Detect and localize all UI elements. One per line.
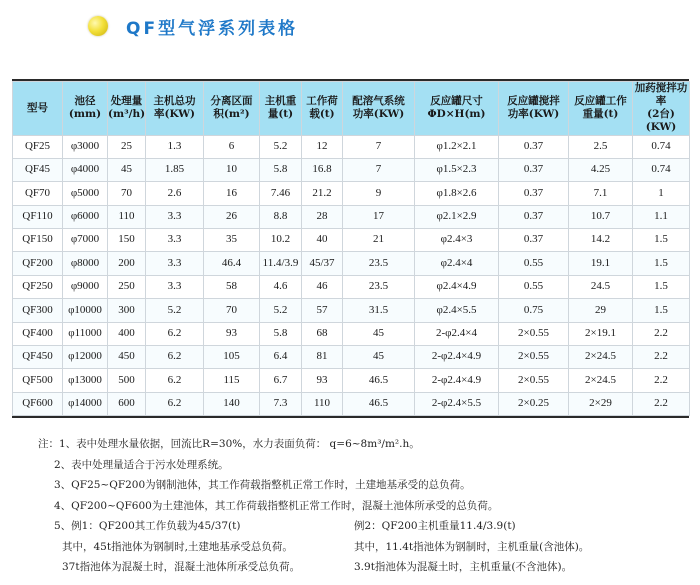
table-cell: φ4000 bbox=[63, 158, 108, 181]
table-row bbox=[13, 299, 690, 322]
table-cell: 3.3 bbox=[146, 205, 204, 228]
table-cell: φ13000 bbox=[63, 369, 108, 392]
table-cell: 45 bbox=[343, 346, 415, 369]
note-line-1: 注：1、表中处理水量依据，回流比R=30%，水力表面负荷： q=6~8m³/m².h。 bbox=[38, 438, 420, 450]
table-cell: 0.37 bbox=[499, 135, 569, 158]
note-example-2-detail-1: 其中，11.4t指池体为钢制时，主机重量(含池体)。 bbox=[354, 540, 590, 553]
model-cell: QF25 bbox=[13, 135, 63, 158]
column-header: 型号 bbox=[13, 82, 63, 136]
table-row bbox=[13, 205, 690, 228]
table-cell: 1 bbox=[633, 182, 690, 205]
table-cell: φ14000 bbox=[63, 392, 108, 415]
table-cell: φ2.1×2.9 bbox=[415, 205, 499, 228]
table-cell: 70 bbox=[204, 299, 260, 322]
table-cell: 2×24.5 bbox=[569, 369, 633, 392]
note-example-2: 例2：QF200主机重量11.4/3.9(t) bbox=[354, 520, 516, 532]
spec-table bbox=[12, 81, 690, 416]
table-cell: 2×0.55 bbox=[499, 369, 569, 392]
table-cell: φ9000 bbox=[63, 275, 108, 298]
table-cell: 5.8 bbox=[260, 158, 302, 181]
table-header-row bbox=[13, 82, 690, 136]
table-cell: 46.5 bbox=[343, 392, 415, 415]
note-example-1: 5、例1：QF200其工作负载为45/37(t) bbox=[54, 520, 241, 532]
table-cell: 19.1 bbox=[569, 252, 633, 275]
table-cell: 10 bbox=[204, 158, 260, 181]
table-cell: 1.5 bbox=[633, 229, 690, 252]
table-cell: 2.2 bbox=[633, 322, 690, 345]
table-cell: 3.3 bbox=[146, 252, 204, 275]
table-cell: φ7000 bbox=[63, 229, 108, 252]
table-cell: 25 bbox=[108, 135, 146, 158]
table-cell: 2.2 bbox=[633, 392, 690, 415]
table-row bbox=[13, 182, 690, 205]
table-cell: 58 bbox=[204, 275, 260, 298]
column-header: 反应罐尺寸 ΦD×H(m) bbox=[415, 82, 499, 136]
table-cell: 46.4 bbox=[204, 252, 260, 275]
note-line-4: 4、QF200~QF600为土建池体，其工作荷载指整机正常工作时，混凝土池体所承受的总负荷。 bbox=[54, 499, 499, 512]
table-cell: 14.2 bbox=[569, 229, 633, 252]
table-cell: 31.5 bbox=[343, 299, 415, 322]
table-row bbox=[13, 158, 690, 181]
table-cell: 1.5 bbox=[633, 252, 690, 275]
note-example-1-detail-2: 37t指池体为混凝土时，混凝土池体所承受总负荷。 bbox=[62, 561, 301, 573]
table-cell: 4.6 bbox=[260, 275, 302, 298]
table-cell: 200 bbox=[108, 252, 146, 275]
table-cell: 300 bbox=[108, 299, 146, 322]
table-cell: 93 bbox=[204, 322, 260, 345]
table-cell: φ1.8×2.6 bbox=[415, 182, 499, 205]
table-cell: 46 bbox=[302, 275, 343, 298]
model-cell: QF200 bbox=[13, 252, 63, 275]
table-cell: 2×24.5 bbox=[569, 346, 633, 369]
table-row bbox=[13, 275, 690, 298]
table-cell: 35 bbox=[204, 229, 260, 252]
table-cell: 500 bbox=[108, 369, 146, 392]
table-cell: 1.5 bbox=[633, 275, 690, 298]
table-cell: 140 bbox=[204, 392, 260, 415]
table-cell: 7 bbox=[343, 135, 415, 158]
column-header: 反应罐工作 重量(t) bbox=[569, 82, 633, 136]
table-cell: 2.2 bbox=[633, 346, 690, 369]
note-line-5 bbox=[38, 516, 678, 537]
column-header: 主机总功 率(KW) bbox=[146, 82, 204, 136]
table-cell: 0.74 bbox=[633, 158, 690, 181]
table-cell: 0.37 bbox=[499, 229, 569, 252]
table-cell: 3.3 bbox=[146, 229, 204, 252]
table-cell: 150 bbox=[108, 229, 146, 252]
table-row bbox=[13, 346, 690, 369]
table-cell: φ2.4×3 bbox=[415, 229, 499, 252]
table-cell: 10.7 bbox=[569, 205, 633, 228]
table-cell: φ11000 bbox=[63, 322, 108, 345]
table-cell: φ12000 bbox=[63, 346, 108, 369]
table-cell: 250 bbox=[108, 275, 146, 298]
table-row bbox=[13, 322, 690, 345]
table-cell: 7.46 bbox=[260, 182, 302, 205]
table-cell: 5.8 bbox=[260, 322, 302, 345]
column-header: 反应罐搅拌 功率(KW) bbox=[499, 82, 569, 136]
page-title: QF型气浮系列表格 bbox=[126, 18, 299, 39]
table-cell: 110 bbox=[108, 205, 146, 228]
note-line-3: 3、QF25~QF200为钢制池体，其工作荷载指整机正常工作时，土建地基承受的总负荷。 bbox=[54, 479, 471, 491]
table-cell: 0.55 bbox=[499, 275, 569, 298]
table-cell: 105 bbox=[204, 346, 260, 369]
table-cell: 400 bbox=[108, 322, 146, 345]
table-cell: 3.3 bbox=[146, 275, 204, 298]
table-cell: φ2.4×5.5 bbox=[415, 299, 499, 322]
table-cell: 6.2 bbox=[146, 322, 204, 345]
table-cell: 2.6 bbox=[146, 182, 204, 205]
table-cell: 7.3 bbox=[260, 392, 302, 415]
table-cell: 0.37 bbox=[499, 182, 569, 205]
table-cell: 1.85 bbox=[146, 158, 204, 181]
table-cell: 28 bbox=[302, 205, 343, 228]
table-cell: φ2.4×4 bbox=[415, 252, 499, 275]
column-header: 配溶气系统 功率(KW) bbox=[343, 82, 415, 136]
table-cell: 1.5 bbox=[633, 299, 690, 322]
table-cell: 24.5 bbox=[569, 275, 633, 298]
table-cell: 5.2 bbox=[260, 299, 302, 322]
table-cell: 115 bbox=[204, 369, 260, 392]
table-cell: φ5000 bbox=[63, 182, 108, 205]
table-cell: φ1.5×2.3 bbox=[415, 158, 499, 181]
table-cell: 2-φ2.4×4.9 bbox=[415, 346, 499, 369]
table-cell: 23.5 bbox=[343, 275, 415, 298]
table-cell: 68 bbox=[302, 322, 343, 345]
table-cell: 1.3 bbox=[146, 135, 204, 158]
model-cell: QF450 bbox=[13, 346, 63, 369]
table-cell: 16 bbox=[204, 182, 260, 205]
model-cell: QF45 bbox=[13, 158, 63, 181]
yellow-sphere-logo-icon bbox=[88, 16, 108, 36]
model-cell: QF110 bbox=[13, 205, 63, 228]
table-cell: 81 bbox=[302, 346, 343, 369]
table-cell: 45 bbox=[343, 322, 415, 345]
table-cell: 2×19.1 bbox=[569, 322, 633, 345]
table-cell: 0.74 bbox=[633, 135, 690, 158]
table-cell: 5.2 bbox=[146, 299, 204, 322]
note-example-2-detail-2: 3.9t指池体为混凝土时，主机重量(不含池体)。 bbox=[354, 561, 573, 573]
table-cell: 2.2 bbox=[633, 369, 690, 392]
table-cell: 21.2 bbox=[302, 182, 343, 205]
table-cell: 6.2 bbox=[146, 369, 204, 392]
table-cell: 29 bbox=[569, 299, 633, 322]
note-line-2: 2、表中处理量适合于污水处理系统。 bbox=[54, 458, 229, 471]
model-cell: QF250 bbox=[13, 275, 63, 298]
table-cell: 2×0.55 bbox=[499, 346, 569, 369]
table-cell: 57 bbox=[302, 299, 343, 322]
table-row bbox=[13, 369, 690, 392]
table-cell: 9 bbox=[343, 182, 415, 205]
table-cell: φ10000 bbox=[63, 299, 108, 322]
table-cell: 450 bbox=[108, 346, 146, 369]
table-row bbox=[13, 392, 690, 415]
column-header: 池径 (mm) bbox=[63, 82, 108, 136]
column-header: 分离区面 积(m²) bbox=[204, 82, 260, 136]
table-cell: 23.5 bbox=[343, 252, 415, 275]
table-cell: 0.37 bbox=[499, 158, 569, 181]
spec-table-container bbox=[12, 79, 689, 418]
model-cell: QF150 bbox=[13, 229, 63, 252]
note-line-7 bbox=[38, 557, 678, 578]
table-cell: 0.55 bbox=[499, 252, 569, 275]
column-header: 加药搅拌功率 (2台)(KW) bbox=[633, 82, 690, 136]
table-cell: 12 bbox=[302, 135, 343, 158]
table-cell: 46.5 bbox=[343, 369, 415, 392]
note-example-1-detail-1: 其中，45t指池体为钢制时,土建地基承受总负荷。 bbox=[62, 540, 293, 553]
table-cell: φ8000 bbox=[63, 252, 108, 275]
table-cell: 10.2 bbox=[260, 229, 302, 252]
table-cell: 2-φ2.4×4.9 bbox=[415, 369, 499, 392]
model-cell: QF70 bbox=[13, 182, 63, 205]
title-row bbox=[88, 8, 298, 44]
table-cell: 40 bbox=[302, 229, 343, 252]
table-cell: 17 bbox=[343, 205, 415, 228]
model-cell: QF600 bbox=[13, 392, 63, 415]
table-cell: 93 bbox=[302, 369, 343, 392]
table-cell: 2×0.25 bbox=[499, 392, 569, 415]
table-cell: 21 bbox=[343, 229, 415, 252]
table-cell: 5.2 bbox=[260, 135, 302, 158]
model-cell: QF500 bbox=[13, 369, 63, 392]
table-cell: 16.8 bbox=[302, 158, 343, 181]
table-cell: 6 bbox=[204, 135, 260, 158]
table-cell: 26 bbox=[204, 205, 260, 228]
table-row bbox=[13, 252, 690, 275]
table-cell: 1.1 bbox=[633, 205, 690, 228]
table-cell: 110 bbox=[302, 392, 343, 415]
table-cell: φ2.4×4.9 bbox=[415, 275, 499, 298]
column-header: 主机重 量(t) bbox=[260, 82, 302, 136]
table-cell: 6.4 bbox=[260, 346, 302, 369]
table-cell: 7 bbox=[343, 158, 415, 181]
table-cell: φ3000 bbox=[63, 135, 108, 158]
table-cell: 0.37 bbox=[499, 205, 569, 228]
table-cell: φ6000 bbox=[63, 205, 108, 228]
table-cell: 2×0.55 bbox=[499, 322, 569, 345]
column-header: 工作荷 载(t) bbox=[302, 82, 343, 136]
table-cell: 6.2 bbox=[146, 346, 204, 369]
table-body bbox=[13, 135, 690, 416]
table-cell: 6.2 bbox=[146, 392, 204, 415]
table-cell: 7.1 bbox=[569, 182, 633, 205]
table-cell: 2.5 bbox=[569, 135, 633, 158]
column-header: 处理量 (m³/h) bbox=[108, 82, 146, 136]
table-cell: 2-φ2.4×5.5 bbox=[415, 392, 499, 415]
table-cell: 11.4/3.9 bbox=[260, 252, 302, 275]
table-cell: 8.8 bbox=[260, 205, 302, 228]
table-cell: φ1.2×2.1 bbox=[415, 135, 499, 158]
table-cell: 4.25 bbox=[569, 158, 633, 181]
table-cell: 0.75 bbox=[499, 299, 569, 322]
notes-section bbox=[38, 434, 678, 578]
table-row bbox=[13, 135, 690, 158]
table-cell: 70 bbox=[108, 182, 146, 205]
table-cell: 45 bbox=[108, 158, 146, 181]
table-row bbox=[13, 229, 690, 252]
table-cell: 2-φ2.4×4 bbox=[415, 322, 499, 345]
model-cell: QF400 bbox=[13, 322, 63, 345]
model-cell: QF300 bbox=[13, 299, 63, 322]
note-line-6 bbox=[38, 537, 678, 558]
table-cell: 2×29 bbox=[569, 392, 633, 415]
table-cell: 6.7 bbox=[260, 369, 302, 392]
table-cell: 45/37 bbox=[302, 252, 343, 275]
table-cell: 600 bbox=[108, 392, 146, 415]
